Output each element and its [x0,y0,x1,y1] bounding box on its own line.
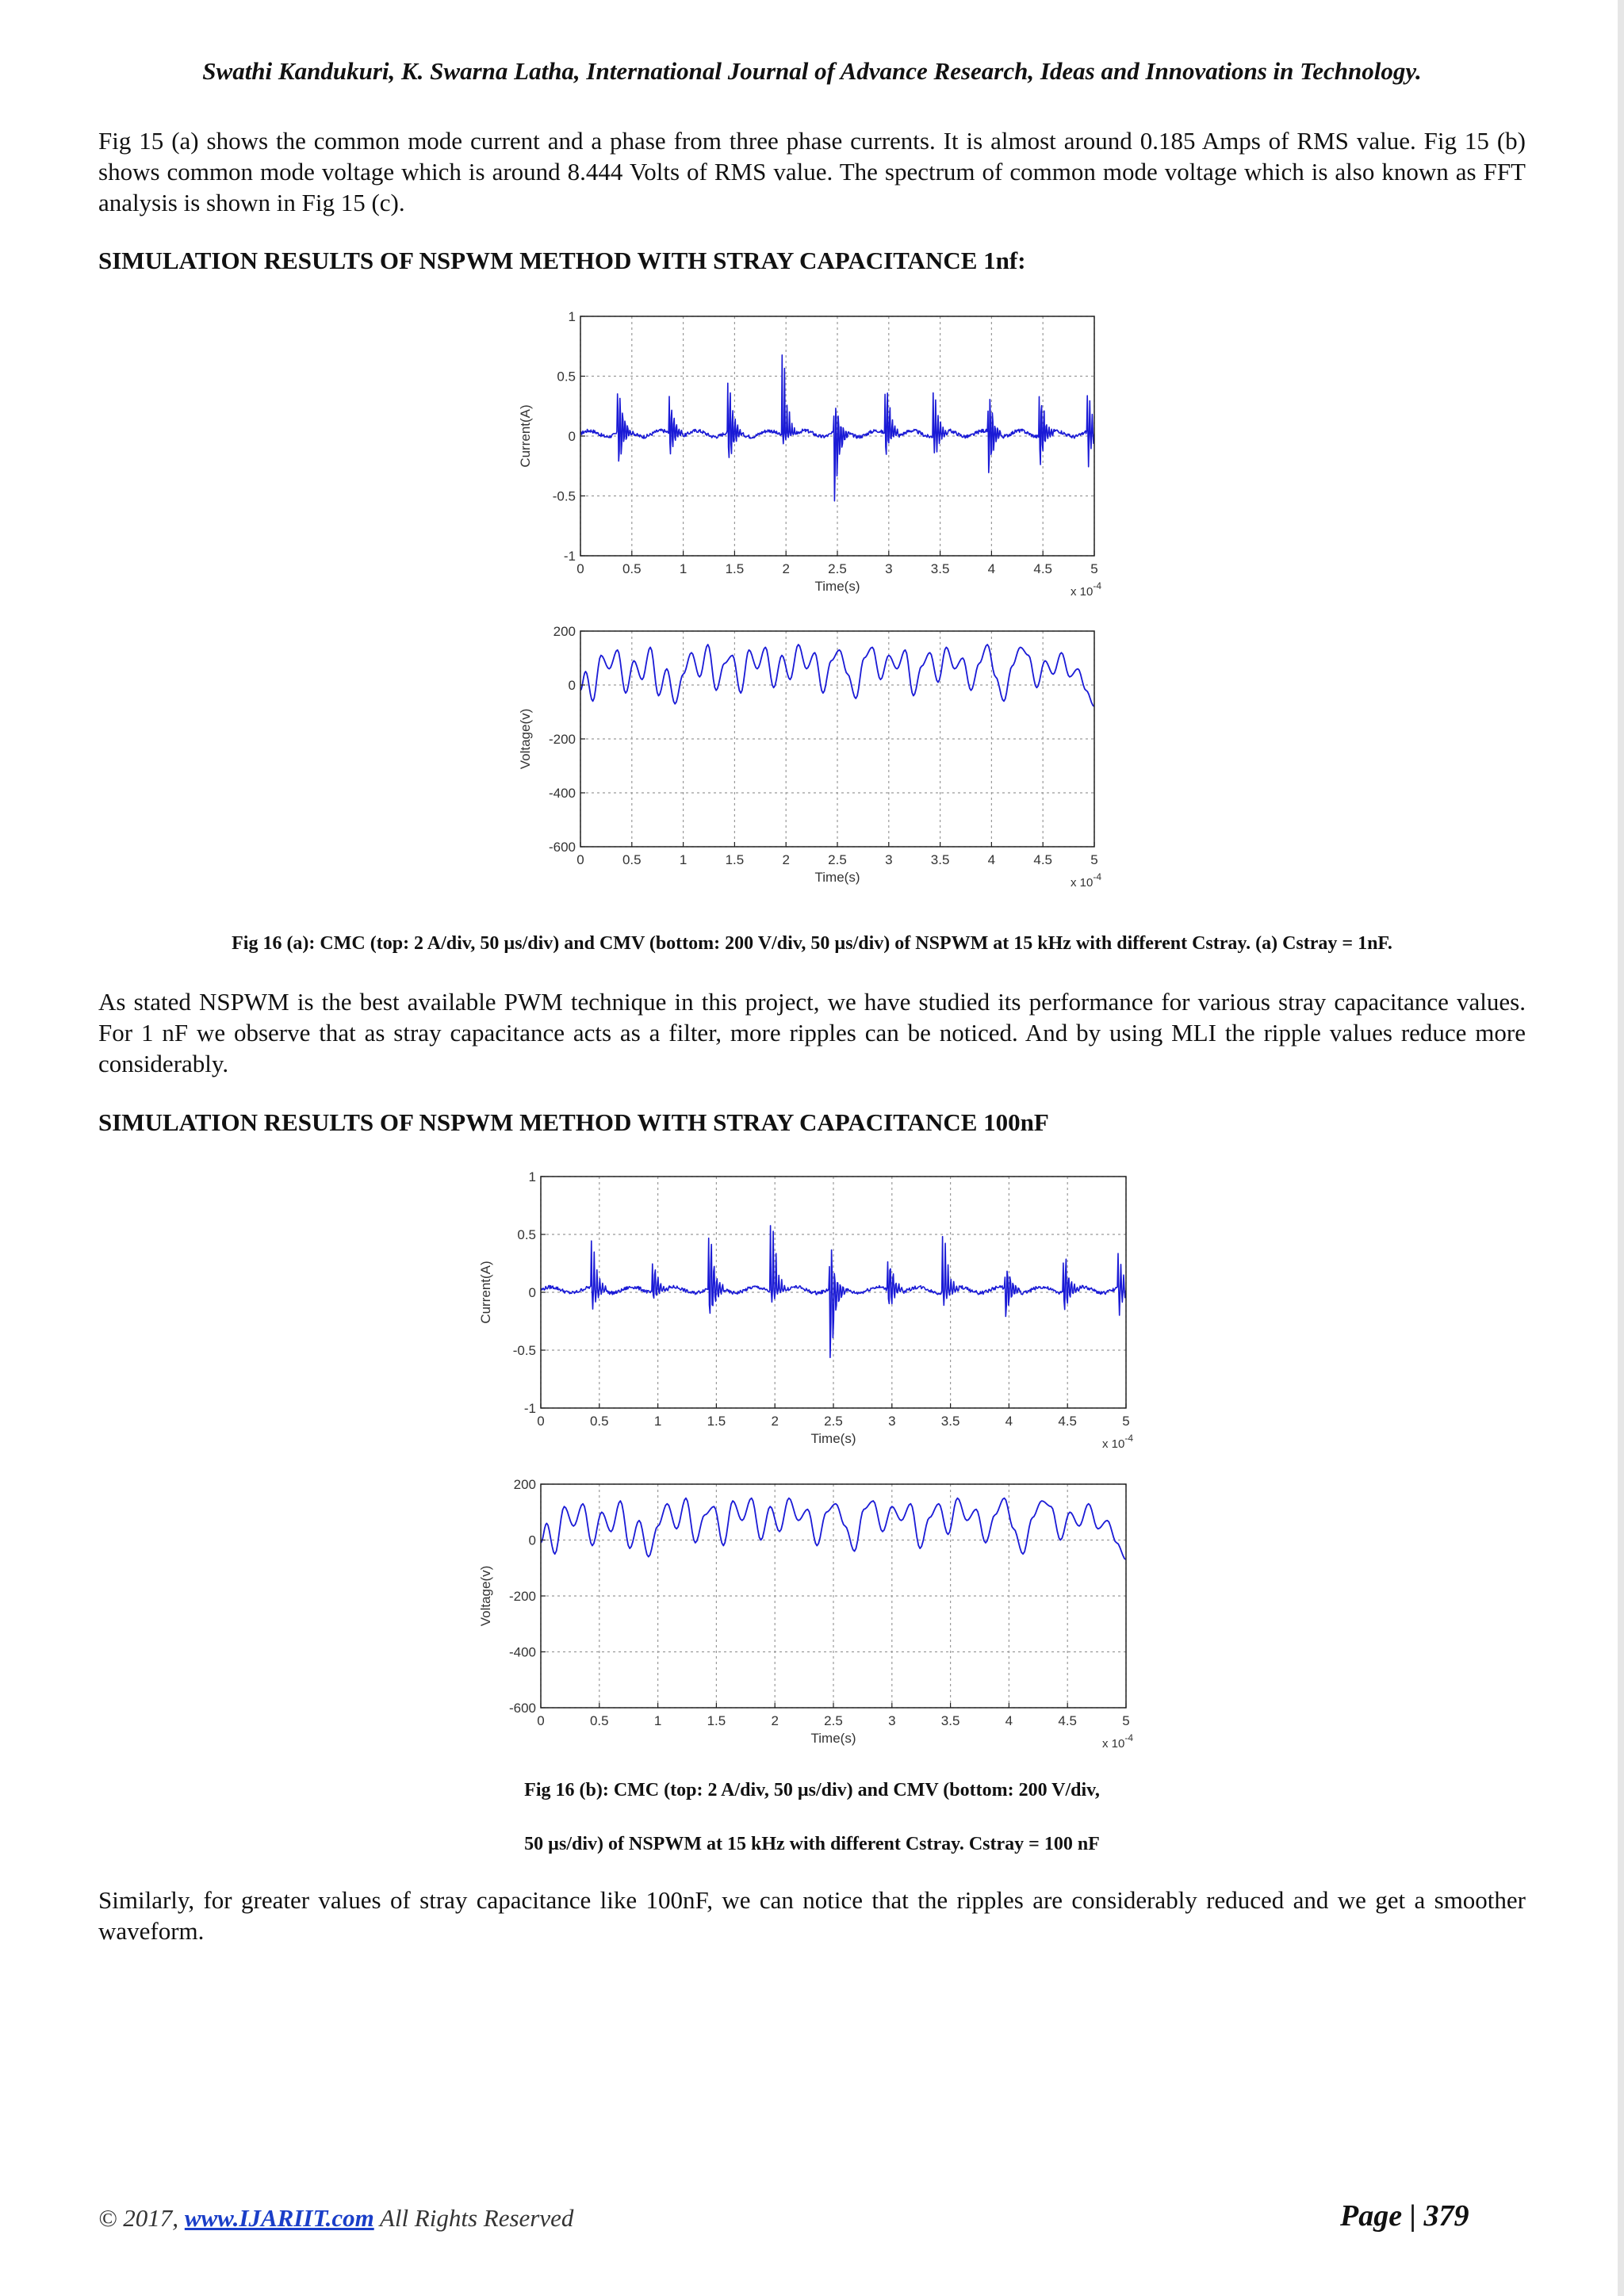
x-tick-label: 2 [782,852,790,867]
y-axis-label: Current(A) [518,404,533,468]
x-tick-label: 1.5 [707,1713,726,1728]
section-heading-100nf: SIMULATION RESULTS OF NSPWM METHOD WITH STRAY CAPACITANCE 100nF [98,1108,1049,1136]
y-tick-label: 0.5 [557,369,576,385]
scan-edge [1618,0,1624,2296]
grid [541,1484,1126,1708]
x-axis-label: Time(s) [814,579,860,594]
x-axis-multiplier: x $10^{-4}$ [1102,1732,1134,1751]
grid [541,1177,1126,1408]
x-axis-label: Time(s) [810,1431,856,1446]
y-tick-label: -0.5 [512,1343,536,1358]
figure-16a-voltage [508,620,1110,897]
page-number: Page | 379 [1340,2199,1469,2233]
paragraph-100nf-conclusion: Similarly, for greater values of stray capacitance like 100nF, we can notice that the ripples are considerably reduced and we get a smoother waveform. [98,1886,1526,1945]
x-tick-label: 0 [576,852,584,867]
x-tick-label: 2 [771,1414,779,1429]
x-tick-label: 5 [1090,561,1098,576]
x-tick-label: 1 [679,561,688,576]
x-tick-label: 3 [888,1414,896,1429]
x-tick-label: 3.5 [930,561,950,576]
x-tick-label: 0 [537,1713,545,1728]
x-tick-label: 3.5 [930,852,950,867]
x-tick-label: 2.5 [828,561,847,576]
voltage-chart-100nf [468,1473,1142,1758]
paragraph-fig15-description: Fig 15 (a) shows the common mode current and a phase from three phase currents. It is almost around 0.185 Amps of RMS value. Fig 15 (b) shows common mode voltage which is around 8.444 Volts of RMS value. The spectrum of common mode voltage which is also known as FFT analysis is shown in Fig 15 (c). [98,127,1526,216]
x-tick-label: 0.5 [622,561,642,576]
y-axis-label: Voltage(v) [518,708,533,770]
x-tick-label: 4 [987,561,996,576]
copyright-footer [98,2204,573,2233]
paragraph-nspwm-performance: As stated NSPWM is the best available PWM technique in this project, we have studied its performance for various stray capacitance values. For 1 nF we observe that as stray capacitance acts as a filter, more ripples can be noticed. And by using MLI the ripple values reduce more considerably. [98,988,1526,1077]
y-tick-label: -400 [548,786,576,801]
copyright-prefix: © 2017, [98,2204,185,2232]
x-tick-label: 4 [987,852,996,867]
x-tick-label: 1 [653,1713,662,1728]
figure-16b-caption-line2: 50 µs/div) of NSPWM at 15 kHz with different Cstray. Cstray = 100 nF [524,1834,1100,1854]
copyright-suffix: All Rights Reserved [373,2204,574,2232]
current-chart-1nf [508,305,1110,607]
x-tick-label: 2 [782,561,790,576]
figure-16b-voltage [468,1473,1142,1758]
y-axis-label: Voltage(v) [478,1565,493,1627]
x-tick-label: 0.5 [589,1414,609,1429]
y-tick-label: 1 [528,1169,536,1184]
x-tick-label: 3.5 [940,1713,960,1728]
x-tick-label: 3 [885,561,893,576]
x-tick-label: 3 [885,852,893,867]
x-tick-label: 5 [1122,1414,1130,1429]
x-tick-label: 0 [537,1414,545,1429]
x-tick-label: 3.5 [940,1414,960,1429]
y-tick-label: -1 [523,1401,536,1416]
y-tick-label: 200 [553,624,576,639]
x-tick-label: 5 [1090,852,1098,867]
figure-16a-caption: Fig 16 (a): CMC (top: 2 A/div, 50 µs/div) and CMV (bottom: 200 V/div, 50 µs/div) of NSPWM at 15 kHz with different Cstray. (a) Cstray = 1nF. [232,933,1392,954]
y-tick-label: 0 [528,1285,536,1300]
y-tick-label: -200 [508,1589,536,1604]
figure-16b-current [468,1165,1142,1459]
grid [580,631,1094,847]
x-tick-label: 1 [653,1414,662,1429]
x-tick-label: 2.5 [824,1414,843,1429]
y-axis-label: Current(A) [478,1261,493,1324]
x-tick-label: 4.5 [1033,852,1053,867]
y-tick-label: -0.5 [552,488,576,504]
x-tick-label: 0 [576,561,584,576]
x-axis-multiplier: x $10^{-4}$ [1071,871,1102,890]
x-axis-multiplier: x $10^{-4}$ [1071,580,1102,599]
x-tick-label: 2.5 [828,852,847,867]
y-tick-label: -600 [508,1701,536,1716]
y-tick-label: 0.5 [517,1227,536,1242]
journal-link[interactable]: www.IJARIIT.com [184,2204,374,2232]
x-tick-label: 5 [1122,1713,1130,1728]
x-axis-multiplier: x $10^{-4}$ [1102,1433,1134,1451]
x-tick-label: 0.5 [622,852,642,867]
section-heading-1nf: SIMULATION RESULTS OF NSPWM METHOD WITH STRAY CAPACITANCE 1nf: [98,247,1026,274]
x-tick-label: 2 [771,1713,779,1728]
x-tick-label: 1 [679,852,688,867]
x-tick-label: 4.5 [1058,1414,1078,1429]
y-tick-label: 0 [528,1533,536,1548]
x-tick-label: 1.5 [707,1414,726,1429]
x-tick-label: 0.5 [589,1713,609,1728]
x-tick-label: 1.5 [725,561,745,576]
x-tick-label: 4 [1005,1414,1013,1429]
x-tick-label: 4 [1005,1713,1013,1728]
running-header: Swathi Kandukuri, K. Swarna Latha, International Journal of Advance Research, Ideas and Innovations in Technology. [202,57,1422,85]
y-tick-label: 0 [568,429,576,444]
y-tick-label: -200 [548,732,576,747]
y-tick-label: -400 [508,1644,536,1660]
voltage-chart-1nf [508,620,1110,897]
figure-16a-current [508,305,1110,607]
figure-16b-caption-line1: Fig 16 (b): CMC (top: 2 A/div, 50 µs/div) and CMV (bottom: 200 V/div, [524,1780,1100,1800]
x-axis-label: Time(s) [810,1731,856,1746]
x-tick-label: 4.5 [1033,561,1053,576]
y-tick-label: -1 [563,549,576,564]
x-tick-label: 2.5 [824,1713,843,1728]
x-tick-label: 4.5 [1058,1713,1078,1728]
y-tick-label: 200 [513,1477,536,1492]
x-axis-label: Time(s) [814,870,860,885]
y-tick-label: 0 [568,678,576,693]
y-tick-label: 1 [568,309,576,324]
y-tick-label: -600 [548,840,576,855]
current-chart-100nf [468,1165,1142,1459]
x-tick-label: 3 [888,1713,896,1728]
x-tick-label: 1.5 [725,852,745,867]
